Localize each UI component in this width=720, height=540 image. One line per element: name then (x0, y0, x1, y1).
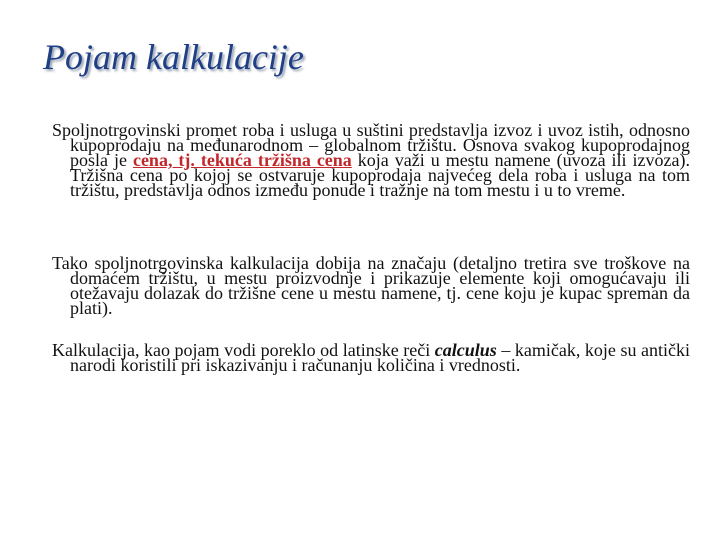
slide-title: Pojam kalkulacije (43, 37, 304, 77)
paragraph-calculation-origin (52, 340, 690, 375)
highlight-current-market-price: cena, tj. tekuća tržišna cena (132, 150, 352, 170)
paragraph-market-text-1: Spoljnotrgovinski promet roba i usluga u suštini predstavlja izvoz i uvoz istih, odnosno kupoprodaju na međunarodnom – globalnom tržištu. Osnova svakog kupoprodajnog posla je (52, 120, 690, 170)
paragraph-origin-text-2: – kamičak, koje su antički narodi koristili pri iskazivanju i računanju količina i vrednosti. (70, 340, 690, 375)
paragraph-market (52, 120, 690, 200)
paragraph-calculation-importance: Tako spoljnotrgovinska kalkulacija dobija na značaju (detaljno tretira sve troškove na domaćem tržištu, u mestu proizvodnje i prikazuje elemente koji omogućavaju ili otežavaju dolazak do tržišne cene u mestu namene, tj. cene koju je kupac spreman da plati). (52, 253, 690, 318)
paragraph-market-text-2: koja važi u mestu namene (uvoza ili izvoza). Tržišna cena po kojoj se ostvaruje kupoprodaja najvećeg dela roba i usluga na tom tržištu, predstavlja odnos između ponude i tražnje na tom mestu i u to vreme. (70, 150, 690, 200)
term-calculus: calculus (434, 340, 497, 360)
paragraph-origin-text-1: Kalkulacija, kao pojam vodi poreklo od latinske reči (52, 340, 435, 360)
